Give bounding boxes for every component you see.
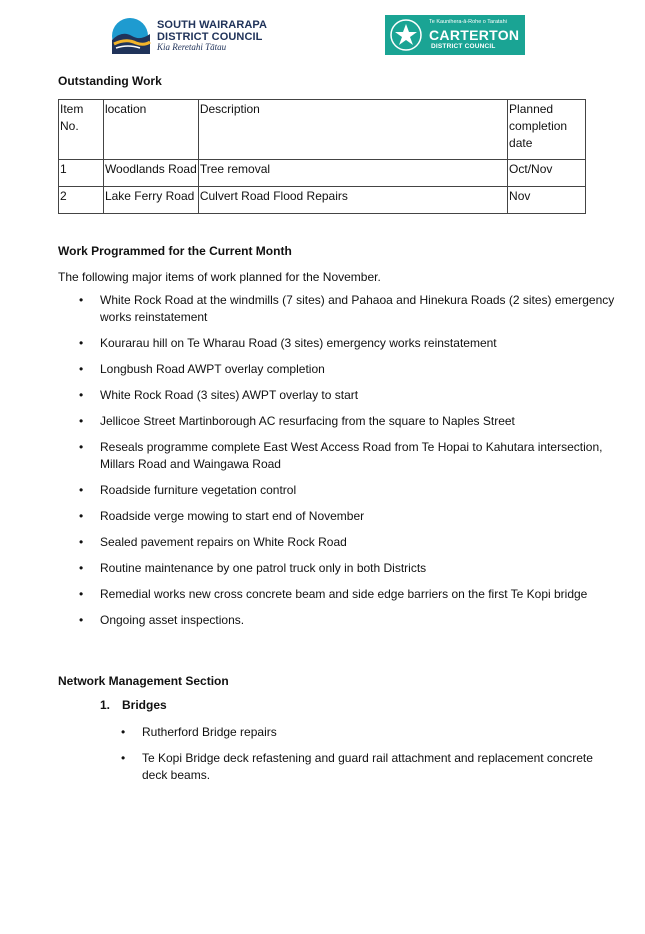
list-item-text: White Rock Road (3 sites) AWPT overlay to start bbox=[100, 388, 359, 402]
header-item-no: Item No. bbox=[59, 100, 104, 160]
header-location: location bbox=[103, 100, 198, 160]
list-item-text: Rutherford Bridge repairs bbox=[142, 725, 277, 739]
cdc-logo bbox=[385, 15, 525, 55]
list-item-text: Routine maintenance by one patrol truck only in both Districts bbox=[100, 561, 427, 575]
bullet-icon: • bbox=[79, 414, 84, 428]
bullet-icon: • bbox=[79, 587, 84, 601]
cell-item: 1 bbox=[59, 160, 104, 187]
header-description: Description bbox=[198, 100, 507, 160]
list-item bbox=[58, 508, 618, 525]
header-logos bbox=[0, 0, 645, 62]
list-item bbox=[58, 586, 618, 603]
bullet-icon: • bbox=[79, 509, 84, 523]
list-item bbox=[58, 335, 618, 352]
list-item bbox=[58, 534, 618, 551]
cell-planned: Nov bbox=[508, 187, 586, 214]
network-management-heading: Network Management Section bbox=[58, 674, 229, 688]
list-item bbox=[100, 750, 600, 784]
swdc-motto: Kia Reretahi Tātau bbox=[157, 42, 227, 53]
cdc-flower-icon bbox=[389, 18, 423, 52]
list-item-text: Reseals programme complete East West Access Road from Te Hopai to Kahutara intersection, Millars Road and Waingawa Road bbox=[100, 440, 603, 471]
cell-description: Culvert Road Flood Repairs bbox=[198, 187, 507, 214]
outstanding-work-table bbox=[58, 99, 586, 214]
bullet-icon: • bbox=[121, 725, 126, 739]
bullet-icon: • bbox=[121, 751, 126, 765]
list-item bbox=[58, 387, 618, 404]
list-item-text: Remedial works new cross concrete beam and side edge barriers on the first Te Kopi bridge bbox=[100, 587, 588, 601]
list-item bbox=[58, 292, 618, 326]
list-item-text: Longbush Road AWPT overlay completion bbox=[100, 362, 325, 376]
swdc-name-line2: DISTRICT COUNCIL bbox=[157, 30, 263, 43]
programmed-work-list bbox=[58, 292, 618, 638]
cdc-name: CARTERTON bbox=[429, 27, 520, 43]
swdc-name-line1: SOUTH WAIRARAPA bbox=[157, 19, 268, 31]
bridges-section-title bbox=[100, 698, 167, 712]
list-item bbox=[58, 560, 618, 577]
cell-planned: Oct/Nov bbox=[508, 160, 586, 187]
list-item bbox=[58, 413, 618, 430]
list-item-text: Roadside verge mowing to start end of November bbox=[100, 509, 365, 523]
cell-location: Lake Ferry Road bbox=[103, 187, 198, 214]
list-item bbox=[58, 439, 618, 473]
bullet-icon: • bbox=[79, 483, 84, 497]
outstanding-work-heading: Outstanding Work bbox=[58, 74, 162, 88]
cell-item: 2 bbox=[59, 187, 104, 214]
section-number: 1. bbox=[100, 698, 111, 712]
bullet-icon: • bbox=[79, 388, 84, 402]
list-item bbox=[58, 612, 618, 629]
cell-location: Woodlands Road bbox=[103, 160, 198, 187]
list-item-text: Kourarau hill on Te Wharau Road (3 sites) emergency works reinstatement bbox=[100, 336, 497, 350]
list-item-text: Te Kopi Bridge deck refastening and guard rail attachment and replacement concrete deck beams. bbox=[142, 751, 593, 782]
bullet-icon: • bbox=[79, 362, 84, 376]
programmed-work-heading: Work Programmed for the Current Month bbox=[58, 244, 292, 258]
list-item-text: Sealed pavement repairs on White Rock Road bbox=[100, 535, 347, 549]
swdc-wordmark bbox=[157, 20, 267, 53]
bullet-icon: • bbox=[79, 293, 84, 307]
table-header-row bbox=[59, 100, 586, 160]
programmed-intro: The following major items of work planned for the November. bbox=[58, 270, 381, 284]
list-item bbox=[100, 724, 600, 741]
list-item-text: Jellicoe Street Martinborough AC resurfacing from the square to Naples Street bbox=[100, 414, 515, 428]
bullet-icon: • bbox=[79, 561, 84, 575]
list-item-text: Ongoing asset inspections. bbox=[100, 613, 245, 627]
cdc-maori-name: Te Kaunihera-ā-Rohe o Taratahi bbox=[429, 19, 507, 25]
bullet-icon: • bbox=[79, 535, 84, 549]
list-item bbox=[58, 361, 618, 378]
swdc-logo-icon bbox=[110, 16, 152, 54]
bullet-icon: • bbox=[79, 613, 84, 627]
cdc-subtitle: DISTRICT COUNCIL bbox=[431, 43, 496, 50]
table-row bbox=[59, 187, 586, 214]
list-item-text: White Rock Road at the windmills (7 sites) and Pahaoa and Hinekura Roads (2 sites) emergency works reinstatement bbox=[100, 293, 615, 324]
bullet-icon: • bbox=[79, 440, 84, 454]
list-item-text: Roadside furniture vegetation control bbox=[100, 483, 297, 497]
header-planned-date: Planned completion date bbox=[508, 100, 586, 160]
cell-description: Tree removal bbox=[198, 160, 507, 187]
bullet-icon: • bbox=[79, 336, 84, 350]
table-row bbox=[59, 160, 586, 187]
section-title: Bridges bbox=[122, 698, 167, 712]
list-item bbox=[58, 482, 618, 499]
bridges-list bbox=[100, 724, 600, 793]
